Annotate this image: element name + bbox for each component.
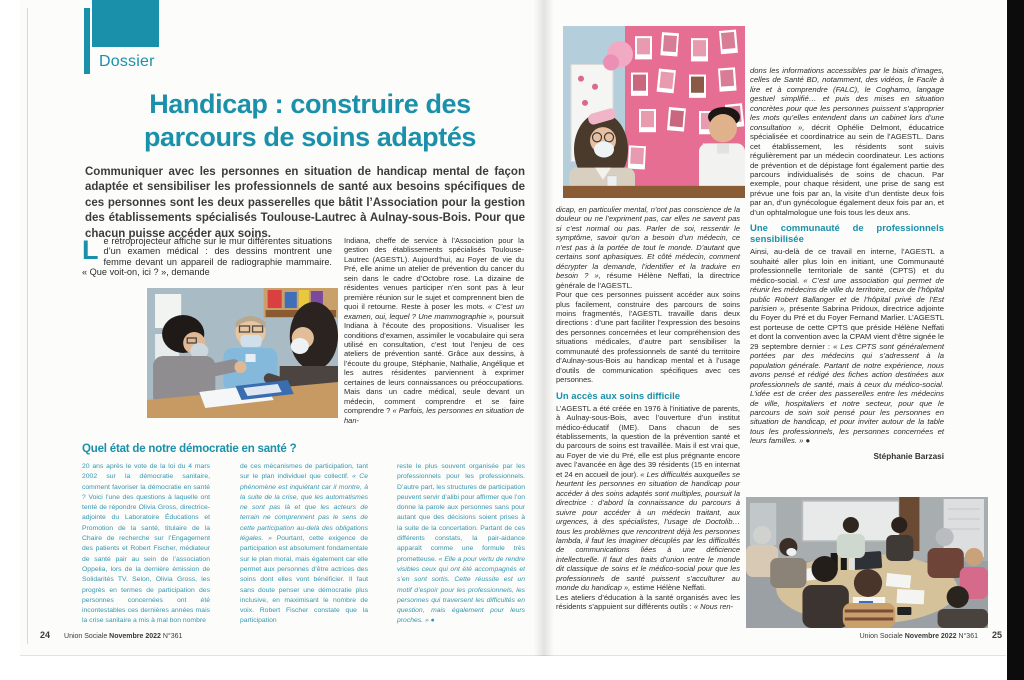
section-kicker: Dossier [99, 53, 155, 70]
rcol1-quote-2: « Les difficultés auxquelles se heurtent les personnes en situation de handicap pour accéder à des soins adaptés sont multiples, poursuit la directrice : d’abord la connaissance du parcours à suivre pour accéder à un médecin traitant, aux urgences, à des spécialistes, l’usage de Doctolib… tous les problèmes que rencontrent déjà les personnes lambda, il faut les imaginer décuplés par les difficultés de communications liées à une déficience intellectuelle. Il faut des traits d’union entre le monde dit classique de soins et le médico-social pour que les professionnels de santé puissent s’acculturer au monde du handicap », [556, 469, 740, 593]
box-section-col2 [240, 462, 368, 627]
box-col3-quote: « Elle a pour vertu de rendre visibles ceux qui ont été accompagnés et s’en sont sortis. Cette réussite est un motif d’espoir pour les professionnels, les personnes qui traversent les difficultés en question, mais également pour leurs proches. » [397, 555, 525, 625]
dossier-vertical-bar [84, 8, 90, 74]
col2-text-2: poursuit Indiana à l’écoute des propositions. Visualiser les conditions d’examen, assimiler le vocabulaire qui sera utilisé en consultation, c’est tout l’enjeu de ces ateliers de prévention santé. Grâce aux dessins, à l’écoute du groupe, Stéphanie, Nathalie, Angélique et les autres résidentes parviennent à exprimer certaines de leurs connaissances ou préoccupations. Mais dans un cadre médical, seule devant un médecin, comment comprendre et se faire comprendre ? [344, 311, 524, 416]
octobre-rose-photo [563, 26, 745, 198]
rcol2-quote: dons les informations accessibles par le biais d’images, celles de Santé BD, notamment, des vidéos, le Facile à lire et à comprendre (FALC), le Coghamo, langage gestuel simplifié… et puis des mises en situation concrètes pour que les personnes puissent s’approprier les mots qu’elles entendent dans un cabinet lors d’une consultation », [750, 66, 944, 132]
rcol1-quote: dicap, en particulier mental, n’ont pas conscience de la douleur ou ne l’expriment pas, car elles ne savent pas si c’est normal ou pas. Parler de soi, ressentir le symptôme, savoir qu’on a besoin d’un médecin, ce n’est pas à la portée de tout le monde. D’autant que certains sont aphasiques. Et côté médecin, comment décrypter la demande, l’identifier et la traduire en besoin ? », [556, 205, 740, 281]
page-bottom-line [20, 655, 1006, 656]
body-column-2 [344, 236, 524, 425]
magazine-name-right: Union Sociale [859, 633, 905, 640]
rcol1-quote-3: « Nous ren- [693, 602, 734, 612]
rcol2-text: décrit Ophélie Delmont, éducatrice spécialisée et coordinatrice au sein de l’AGESTL. Dans cet établissement, les résidents sont suivis régulièrement par un médecin coordinateur. Les actions de prévention et de dépistage font également partie des parcours individualisés de soins de chacun. Par exemple, pour chaque résident, une prise de sang est prévue une fois par an, la visite d’un dentiste deux fois par an, d’un gynécologue également deux fois par an, et d’un ophtalmologue une fois tous les deux ans. [750, 122, 944, 217]
author-byline: Stéphanie Barzasi [873, 451, 944, 461]
box-col2-text: de ces mécanismes de participation, tant sur le plan individuel que collectif. [240, 463, 368, 481]
heading-communaute: Une communauté de professionnels sensibilisée [750, 223, 944, 246]
article-title [80, 88, 540, 154]
workshop-photo-art [147, 288, 338, 418]
issue-number-right: N°361 [956, 633, 978, 640]
col2-text: Indiana, cheffe de service à l’Association pour la gestion des établissements spécialisés Toulouse-Lautrec (AGESTL). Aujourd’hui, au Foyer de vie du Pré, elle anime un atelier de prévention du cancer du sein dans le cadre d’Octobre rose. La dizaine de résidentes venues participer n’en sont pas à leur première réunion sur le sujet et comprennent bien de quoi il retourne. Reste à poser les mots. [344, 236, 524, 312]
box-col2-quote: « Ce phénomène est inquiétant car il montre, à la suite de la crise, que les automatismes ne sont pas là et que les acteurs de terrain ne comprennent pas le sens de cette participation au-delà des obligations légales. » [240, 473, 368, 543]
workshop-photo [147, 288, 338, 418]
right-body-column-2 [750, 66, 944, 461]
dossier-flag [92, 0, 159, 47]
magazine-name: Union Sociale [64, 633, 110, 640]
rcol1-para2: Pour que ces personnes puissent accéder aux soins plus facilement, construire des parcours de soins moins fragmentés, l’AGESTL travaille dans deux directions : d’une part faciliter l’expression des besoins des personnes concernées et leur compréhension des situations médicales, d’autre part sensibiliser la communauté des professionnels de santé du territoire d’Aulnay-sous-Bois au handicap mental et à l’usage d’outils de communication spécifiques avec ces personnes. [556, 290, 740, 385]
rcol1-text: résume Hélène Neffati, la directrice générale de l’AGESTL. [556, 271, 740, 290]
meeting-photo [746, 497, 988, 628]
box-col2-text-2: Pourtant, cette exigence de participation est absolument fondamentale sur le plan moral, mais également car elle permet aux personnes d’être actrices des soins dont elles vont bénéficier. Il faut sans doute penser une démocratie plus inclusive, en maximisant le nombre de voix. Robert Fischer constate que la participation [240, 535, 368, 625]
box-section-col1: 20 ans après le vote de la loi du 4 mars 2002 sur la démocratie sanitaire, comment favoriser la démocratie en santé ? Voici l’une des questions à laquelle ont tenté de répondre Olivia Gross, directrice-adjointe du Laboratoire Éducations et Promotion de la santé, titulaire de la Chaire de recherche sur l’Engagement des patients et Robert Fischer, médiateur de santé pair au sein de l’association Oppelia, lors de la dernière émission de Solidarités TV. Selon, Olivia Gross, les progrès en termes de participation des personnes concernées ont été incontestables ces dernières années mais la crise sanitaire a mis à mal bon nombre [82, 463, 210, 625]
meeting-photo-art [746, 497, 988, 628]
footer-left [40, 630, 182, 640]
page-edge-line [27, 8, 28, 644]
scan-edge-strip [1007, 0, 1024, 680]
rcol1-para3: L’AGESTL a été créée en 1976 à l’initiative de parents, à Aulnay-sous-Bois, avec l’ouverture d’un institut médico-éducatif (IME). Dans chacun de ses établissements, la question de la prévention santé et du parcours de soins est travaillée. Mais il est vrai que, au Foyer de vie du Pré, elle est plus prégnante encore avec l’avancée en âge des 39 résidents (15 en internat et 24 en accueil de jour). [556, 403, 740, 479]
right-body-column-1 [556, 205, 740, 612]
page-number-right: 25 [991, 630, 1002, 640]
rcol1-para3-end: estime Hélène Neffati. [632, 583, 706, 593]
col2-quote-2: « Parfois, les personnes en situation de han- [344, 406, 524, 425]
rcol2-para2-mid: présente Sabrina Pridoux, directrice adjointe du Foyer du Pré et du Foyer Fernand Marlier. L’AGESTL est porteuse de cette CPTS que préside Hélène Neffati et dont la convention avec la CPAM vient d’être signée le 29 septembre dernier : [750, 303, 944, 351]
article-title-line2: parcours de soins adaptés [143, 122, 477, 152]
rcol2-quote-2: « C’est une association qui permet de réunir les médecins de ville du territoire, ceux de l’hôpital public Robert Ballanger et de l’hôpital privé de l’Est parisien », [750, 275, 944, 313]
issue-number: N°361 [160, 633, 183, 640]
article-standfirst: Communiquer avec les personnes en situation de handicap mental de façon adaptée et sensibiliser les professionnels de santé aux besoins spécifiques de ces personnes sont les deux passerelles que bâtit l’Association pour la gestion des établissements spécialisés Toulouse-Lautrec à Aulnay-sous-Bois. Pour que chacun puisse accéder aux soins. [85, 166, 525, 240]
box-section-col3 [397, 462, 525, 627]
issue-month: Novembre 2022 [109, 633, 161, 640]
octobre-rose-photo-art [563, 26, 745, 198]
end-bullet: ● [430, 617, 435, 625]
issue-month-right: Novembre 2022 [904, 633, 957, 640]
footer-right [762, 630, 1002, 640]
heading-acces-soins: Un accès aux soins difficile [556, 390, 681, 402]
page-number-left: 24 [40, 630, 51, 640]
rcol1-para4: Les ateliers d’éducation à la santé organisés avec les résidents s’appuient sur différents outils : [556, 592, 740, 612]
drop-cap: L [82, 235, 99, 265]
rcol2-quote-3: « Les CPTS sont généralement portées par des médecins qui s’adressent à la population générale. Partant de notre expérience, nous avons pensé et rédigé des fiches action destinées aux professionnels de santé, mais à ceux du médico-social. L’idée est de créer des passerelles entre les médecins de ville, hospitaliers et notre secteur, pour que le parcours de soin soit pensé pour les personnes en situation de handicap, et pour inviter autour de la table tous les professionnels, les personnes concernées et leurs familles. » [750, 341, 944, 446]
col2-quote: « C’est un examen, oui, lequel ? Une mammographie », [344, 302, 524, 321]
rcol2-para2: Ainsi, au-delà de ce travail en interne, l’AGESTL a souhaité aller plus loin en initiant, une Communauté professionnelle territoriale de santé (CPTS) et du médico-social. [750, 247, 944, 285]
body-column-1-text: e rétroprojecteur affiche sur le mur différentes situations d’un examen médical : des dessins montrent une femme devant un appareil de radiographie mammaire. « Que voit-on, ici ? », demande [82, 236, 332, 277]
end-bullet-right: ● [805, 436, 811, 446]
box-section-heading: Quel état de notre démocratie en santé ? [82, 443, 297, 455]
body-column-1 [82, 236, 332, 277]
article-title-line1: Handicap : construire des [149, 89, 471, 119]
box-col3-text: reste le plus souvent organisée par les professionnels pour les professionnels. D’autre part, les structures de participation peuvent servir d’alibi pour affirmer que l’on donne la parole aux personnes sans pour autant que des décisions soient prises à la suite de la concertation. Partant de ces différents constats, la pair-aidance apparaît comme une formule très prometteuse. [397, 463, 525, 563]
